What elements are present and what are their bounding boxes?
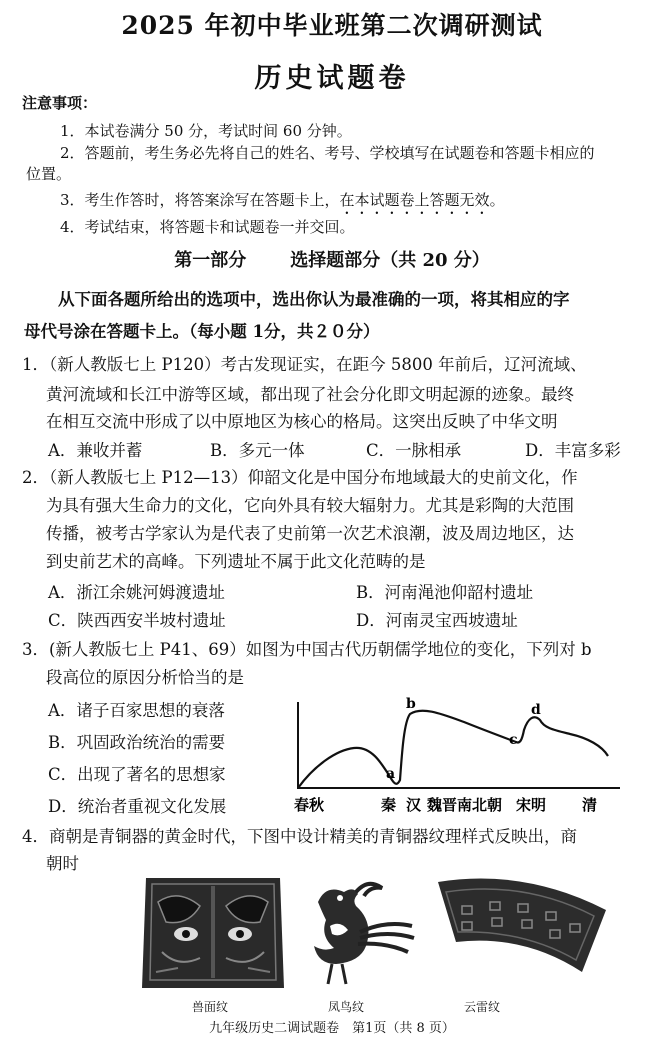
q1-option-c[interactable]: C．一脉相承 (366, 441, 462, 460)
exam-title: 2025 年初中毕业班第二次调研测试 (121, 11, 543, 40)
q3-option-a[interactable]: A．诸子百家思想的衰落 (48, 701, 225, 720)
notice-item-2: 2．答题前，考生务必先将自己的姓名、考号、学校填写在试题卷和答题卡相应的 (60, 144, 595, 162)
q2-option-d[interactable]: D．河南灵宝西坡遗址 (356, 611, 518, 630)
part-label: 第一部分 (174, 250, 247, 271)
notice-item-2-cont: 位置。 (26, 165, 72, 183)
q1-option-b[interactable]: B．多元一体 (210, 441, 305, 460)
q2-option-c[interactable]: C．陕西西安半坡村遗址 (48, 611, 226, 630)
q1-option-a[interactable]: A．兼收并蓄 (48, 441, 143, 460)
notice-item-3-end: 。 (489, 191, 505, 209)
q2-option-b[interactable]: B．河南渑池仰韶村遗址 (356, 583, 534, 602)
q3-option-c[interactable]: C．出现了著名的思想家 (48, 765, 226, 784)
chart-point-label-a: a (386, 766, 396, 782)
confucianism-status-chart (284, 692, 626, 820)
instruction-line-1: 从下面各题所给出的选项中，选出你认为最准确的一项，将其相应的字 (58, 290, 570, 309)
phoenix-bird-pattern-image (296, 872, 416, 992)
q3-line-2: 段高位的原因分析恰当的是 (46, 668, 244, 687)
cloud-thunder-pattern-image (432, 872, 612, 992)
q2-line-4: 到史前艺术的高峰。下列遗址不属于此文化范畴的是 (46, 552, 426, 571)
chart-line (298, 711, 608, 788)
q1-line-1: 1．（新人教版七上 P120）考古发现证实，在距今 5800 年前后，辽河流域、 (22, 355, 587, 374)
q1-line-2: 黄河流域和长江中游等区域，都出现了社会分化即文明起源的迹象。最终 (46, 385, 574, 404)
caption-beast-face: 兽面纹 (192, 1000, 229, 1014)
chart-x-tick-4: 宋明 (516, 796, 547, 814)
chart-axes (298, 702, 620, 788)
chart-x-tick-0: 春秋 (294, 796, 325, 814)
notice-item-1: 1．本试卷满分 50 分，考试时间 60 分钟。 (60, 122, 352, 140)
page-footer: 九年级历史二调试题卷 第1页（共 8 页） (209, 1021, 455, 1036)
chart-x-tick-1: 秦 (381, 796, 397, 814)
chart-x-tick-2: 汉 (406, 796, 422, 814)
q2-line-2: 为具有强大生命力的文化，它向外具有较大辐射力。尤其是彩陶的大范围 (46, 496, 574, 515)
chart-x-tick-5: 清 (582, 796, 598, 814)
part-name: 选择题部分（共 20 分） (290, 250, 490, 271)
q3-line-1: 3．(新人教版七上 P41、69）如图为中国古代历朝儒学地位的变化，下列对 b (22, 640, 592, 659)
q3-option-b[interactable]: B．巩固政治统治的需要 (48, 733, 226, 752)
q1-line-3: 在相互交流中形成了以中原地区为核心的格局。这突出反映了中华文明 (46, 412, 558, 431)
exam-subtitle: 历史试题卷 (254, 63, 410, 94)
notice-item-3-emphasis: 在本试题卷上答题无效 (339, 191, 490, 209)
notice-item-4: 4．考试结束，将答题卡和试题卷一并交回。 (60, 218, 355, 236)
part-heading (0, 246, 664, 272)
caption-phoenix-bird: 凤鸟纹 (328, 1000, 365, 1014)
q3-option-d[interactable]: D．统治者重视文化发展 (48, 797, 227, 816)
notice-item-3-a: 3．考生作答时，将答案涂写在答题卡上， (60, 191, 340, 209)
q2-line-3: 传播，被考古学家认为是代表了史前第一次艺术浪潮，波及周边地区，达 (46, 524, 574, 543)
q2-option-a[interactable]: A．浙江余姚河姆渡遗址 (48, 583, 225, 602)
chart-point-label-c: c (509, 732, 518, 748)
q4-line-2: 朝时 (46, 854, 79, 873)
caption-cloud-thunder: 云雷纹 (464, 1000, 501, 1014)
notice-heading: 注意事项： (22, 94, 98, 112)
beast-face-pattern-image (138, 872, 288, 992)
chart-x-tick-3: 魏晋南北朝 (427, 796, 503, 814)
q4-line-1: 4．商朝是青铜器的黄金时代，下图中设计精美的青铜器纹理样式反映出，商 (22, 827, 577, 846)
q2-line-1: 2．（新人教版七上 P12—13）仰韶文化是中国分布地域最大的史前文化，作 (22, 468, 578, 487)
instruction-line-2: 母代号涂在答题卡上。（每小题 1分，共２０分） (24, 322, 380, 341)
notice-item-3 (60, 189, 505, 218)
chart-point-label-b: b (406, 696, 416, 712)
chart-point-label-d: d (531, 702, 541, 718)
q1-option-d[interactable]: D．丰富多彩 (525, 441, 621, 460)
